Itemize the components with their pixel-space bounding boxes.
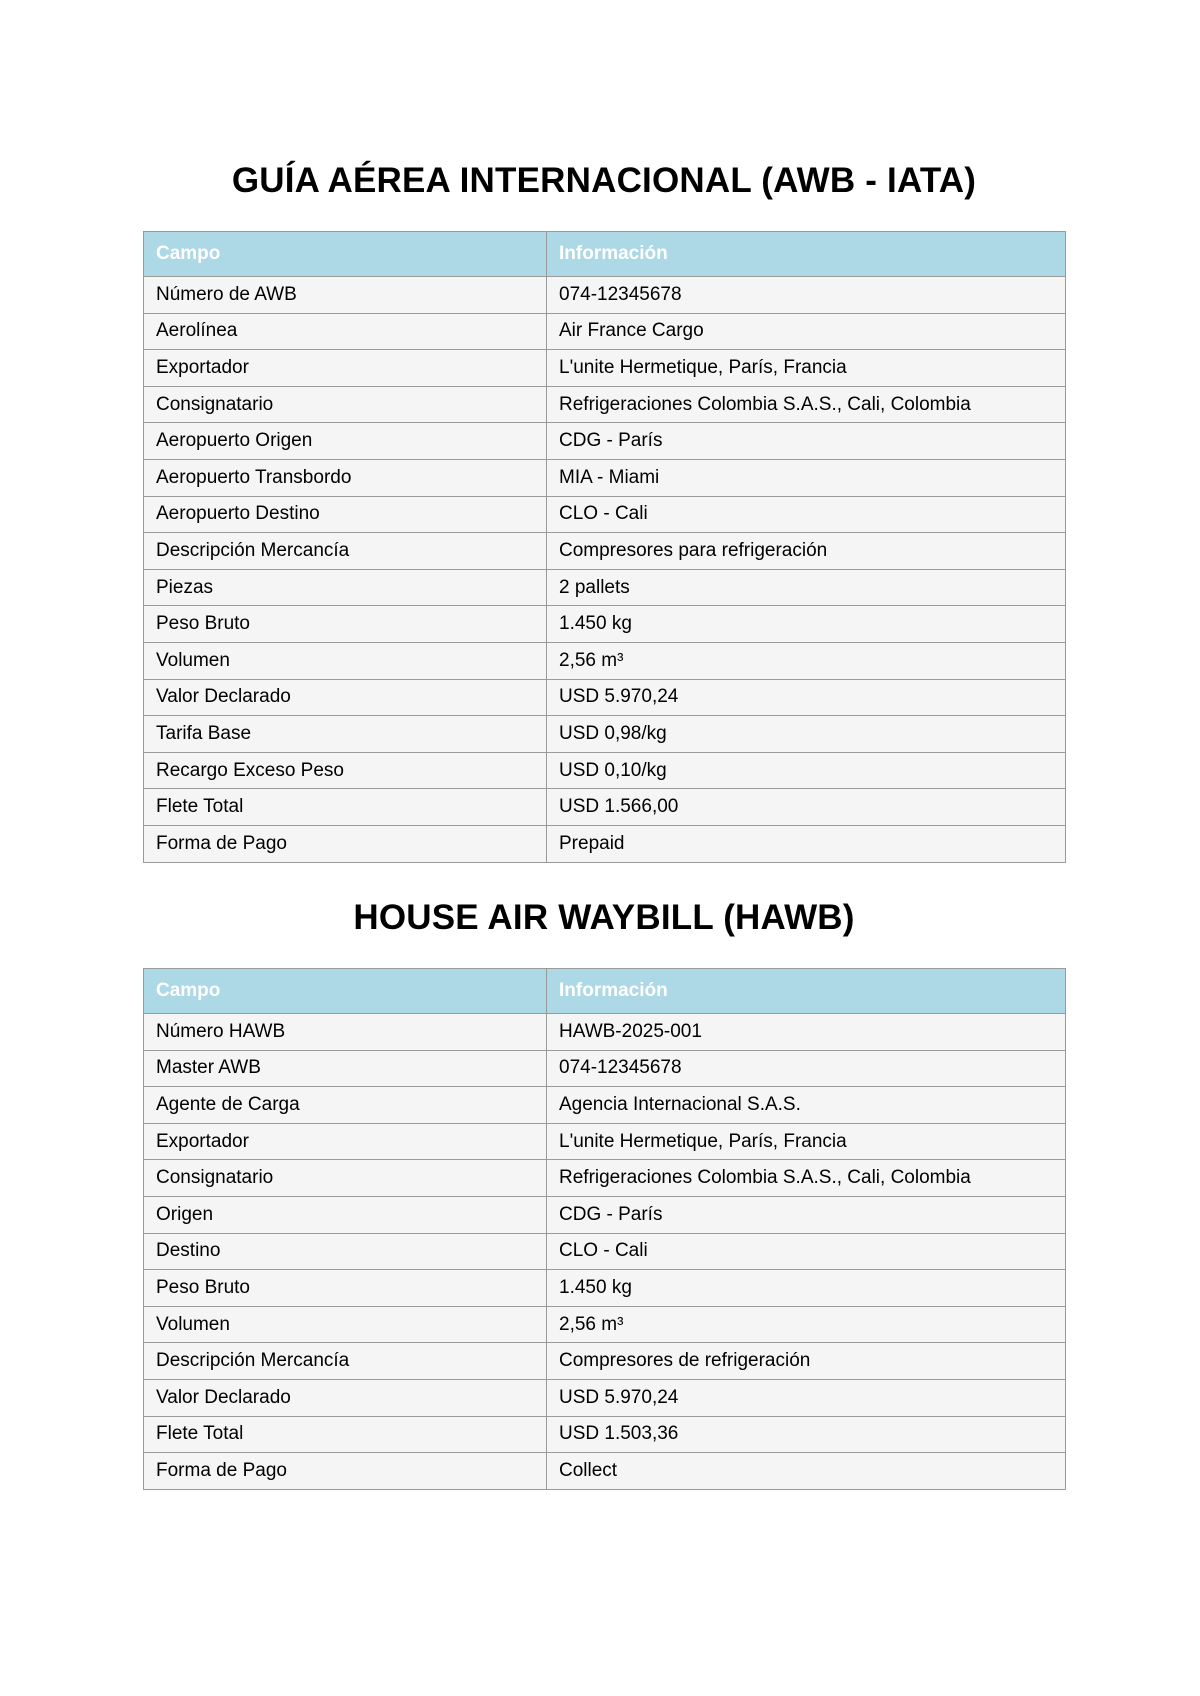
field-name-cell: Descripción Mercancía bbox=[144, 1343, 547, 1380]
field-name-cell: Aerolínea bbox=[144, 313, 547, 350]
field-name-cell: Piezas bbox=[144, 569, 547, 606]
field-value-cell: 1.450 kg bbox=[547, 606, 1066, 643]
table-row bbox=[144, 679, 1066, 716]
field-value-cell: Refrigeraciones Colombia S.A.S., Cali, Colombia bbox=[547, 386, 1066, 423]
field-value-cell: 074-12345678 bbox=[547, 1050, 1066, 1087]
field-name-cell: Master AWB bbox=[144, 1050, 547, 1087]
field-value-cell: MIA - Miami bbox=[547, 459, 1066, 496]
field-value-cell: USD 1.503,36 bbox=[547, 1416, 1066, 1453]
field-name-cell: Exportador bbox=[144, 350, 547, 387]
field-value-cell: 2,56 m³ bbox=[547, 642, 1066, 679]
awb-table-body bbox=[144, 277, 1066, 863]
table-row bbox=[144, 716, 1066, 753]
table-row bbox=[144, 1453, 1066, 1490]
hawb-table bbox=[143, 968, 1066, 1490]
table-header-row bbox=[144, 969, 1066, 1014]
field-name-cell: Origen bbox=[144, 1196, 547, 1233]
table-row bbox=[144, 642, 1066, 679]
field-value-cell: L'unite Hermetique, París, Francia bbox=[547, 350, 1066, 387]
table-row bbox=[144, 1233, 1066, 1270]
field-value-cell: USD 5.970,24 bbox=[547, 1379, 1066, 1416]
table-row bbox=[144, 313, 1066, 350]
field-name-cell: Flete Total bbox=[144, 789, 547, 826]
field-name-cell: Destino bbox=[144, 1233, 547, 1270]
table-row bbox=[144, 423, 1066, 460]
table-row bbox=[144, 1014, 1066, 1051]
field-value-cell: 2,56 m³ bbox=[547, 1306, 1066, 1343]
table-row bbox=[144, 1379, 1066, 1416]
field-value-cell: CDG - París bbox=[547, 1196, 1066, 1233]
table-row bbox=[144, 496, 1066, 533]
column-header-campo: Campo bbox=[144, 232, 547, 277]
field-value-cell: USD 0,98/kg bbox=[547, 716, 1066, 753]
field-name-cell: Descripción Mercancía bbox=[144, 533, 547, 570]
field-value-cell: 2 pallets bbox=[547, 569, 1066, 606]
field-name-cell: Flete Total bbox=[144, 1416, 547, 1453]
table-row bbox=[144, 1196, 1066, 1233]
field-value-cell: USD 1.566,00 bbox=[547, 789, 1066, 826]
field-name-cell: Consignatario bbox=[144, 386, 547, 423]
table-row bbox=[144, 569, 1066, 606]
table-row bbox=[144, 1306, 1066, 1343]
table-row bbox=[144, 350, 1066, 387]
column-header-campo: Campo bbox=[144, 969, 547, 1014]
field-name-cell: Peso Bruto bbox=[144, 606, 547, 643]
table-row bbox=[144, 277, 1066, 314]
column-header-informacion: Información bbox=[547, 969, 1066, 1014]
field-name-cell: Volumen bbox=[144, 642, 547, 679]
table-header-row bbox=[144, 232, 1066, 277]
table-row bbox=[144, 533, 1066, 570]
field-value-cell: 074-12345678 bbox=[547, 277, 1066, 314]
field-name-cell: Peso Bruto bbox=[144, 1270, 547, 1307]
field-name-cell: Valor Declarado bbox=[144, 679, 547, 716]
field-value-cell: HAWB-2025-001 bbox=[547, 1014, 1066, 1051]
table-row bbox=[144, 752, 1066, 789]
field-value-cell: Refrigeraciones Colombia S.A.S., Cali, Colombia bbox=[547, 1160, 1066, 1197]
awb-title: GUÍA AÉREA INTERNACIONAL (AWB - IATA) bbox=[231, 161, 977, 200]
field-name-cell: Exportador bbox=[144, 1123, 547, 1160]
field-name-cell: Número de AWB bbox=[144, 277, 547, 314]
field-value-cell: Compresores de refrigeración bbox=[547, 1343, 1066, 1380]
field-name-cell: Valor Declarado bbox=[144, 1379, 547, 1416]
table-row bbox=[144, 1050, 1066, 1087]
field-name-cell: Consignatario bbox=[144, 1160, 547, 1197]
field-value-cell: CLO - Cali bbox=[547, 1233, 1066, 1270]
field-value-cell: USD 5.970,24 bbox=[547, 679, 1066, 716]
field-value-cell: CLO - Cali bbox=[547, 496, 1066, 533]
table-row bbox=[144, 1087, 1066, 1124]
field-value-cell: Prepaid bbox=[547, 825, 1066, 862]
column-header-informacion: Información bbox=[547, 232, 1066, 277]
hawb-table-body bbox=[144, 1014, 1066, 1490]
table-row bbox=[144, 1123, 1066, 1160]
field-value-cell: Air France Cargo bbox=[547, 313, 1066, 350]
field-value-cell: Agencia Internacional S.A.S. bbox=[547, 1087, 1066, 1124]
table-row bbox=[144, 1416, 1066, 1453]
field-value-cell: USD 0,10/kg bbox=[547, 752, 1066, 789]
awb-table bbox=[143, 231, 1066, 863]
field-name-cell: Recargo Exceso Peso bbox=[144, 752, 547, 789]
field-name-cell: Tarifa Base bbox=[144, 716, 547, 753]
table-row bbox=[144, 1343, 1066, 1380]
field-value-cell: L'unite Hermetique, París, Francia bbox=[547, 1123, 1066, 1160]
field-name-cell: Forma de Pago bbox=[144, 825, 547, 862]
field-value-cell: Compresores para refrigeración bbox=[547, 533, 1066, 570]
table-row bbox=[144, 386, 1066, 423]
field-name-cell: Aeropuerto Destino bbox=[144, 496, 547, 533]
field-name-cell: Forma de Pago bbox=[144, 1453, 547, 1490]
field-name-cell: Aeropuerto Origen bbox=[144, 423, 547, 460]
table-row bbox=[144, 459, 1066, 496]
table-row bbox=[144, 789, 1066, 826]
field-value-cell: CDG - París bbox=[547, 423, 1066, 460]
field-name-cell: Número HAWB bbox=[144, 1014, 547, 1051]
field-value-cell: 1.450 kg bbox=[547, 1270, 1066, 1307]
field-name-cell: Agente de Carga bbox=[144, 1087, 547, 1124]
table-row bbox=[144, 1160, 1066, 1197]
field-name-cell: Aeropuerto Transbordo bbox=[144, 459, 547, 496]
table-row bbox=[144, 825, 1066, 862]
table-row bbox=[144, 1270, 1066, 1307]
field-value-cell: Collect bbox=[547, 1453, 1066, 1490]
field-name-cell: Volumen bbox=[144, 1306, 547, 1343]
hawb-title: HOUSE AIR WAYBILL (HAWB) bbox=[353, 898, 855, 937]
table-row bbox=[144, 606, 1066, 643]
